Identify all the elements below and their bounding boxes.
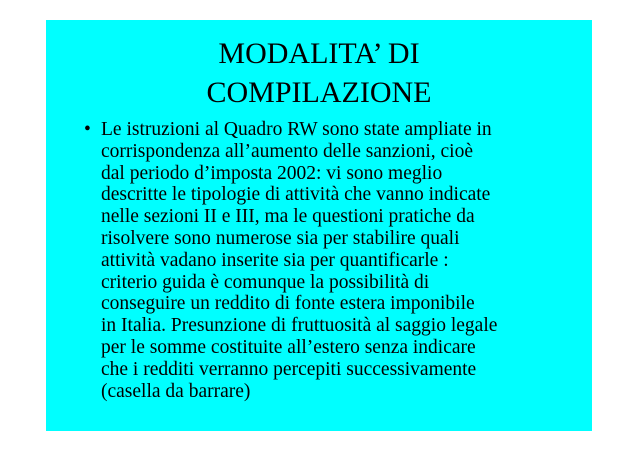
bullet-text-line: Le istruzioni al Quadro RW sono state ampliate in — [101, 119, 492, 140]
bullet-text-line: per le somme costituite all’estero senza indicare — [101, 336, 476, 358]
bullet-text-line: dal periodo d’imposta 2002: vi sono meglio — [101, 162, 443, 184]
bullet-text-line: risolvere sono numerose sia per stabilire quali — [101, 227, 460, 249]
bullet-text-line: descritte le tipologie di attività che vanno indicate — [101, 184, 491, 206]
slide-title-line: MODALITA’ DI — [218, 37, 420, 70]
bullet-text-line: conseguire un reddito di fonte estera imponibile — [101, 293, 475, 315]
bullet-text-line: in Italia. Presunzione di fruttuosità al saggio legale — [101, 315, 498, 337]
bullet-text-line: corrispondenza all’aumento delle sanzioni, cioè — [101, 140, 473, 162]
slide — [46, 20, 592, 431]
bullet-text-line: che i redditi verranno percepiti successivamente — [101, 358, 477, 380]
bullet-text-line: (casella da barrare) — [101, 380, 251, 402]
bullet-text-line: criterio guida è comunque la possibilità di — [101, 271, 430, 293]
bullet-icon: • — [84, 119, 91, 140]
bullet-text — [101, 119, 497, 402]
bullet-text-line: nelle sezioni II e III, ma le questioni pratiche da — [101, 206, 475, 228]
slide-title-line: COMPILAZIONE — [206, 76, 432, 109]
slide-title — [46, 34, 592, 112]
bullet-text-line: attività vadano inserite sia per quantificarle : — [101, 249, 449, 271]
